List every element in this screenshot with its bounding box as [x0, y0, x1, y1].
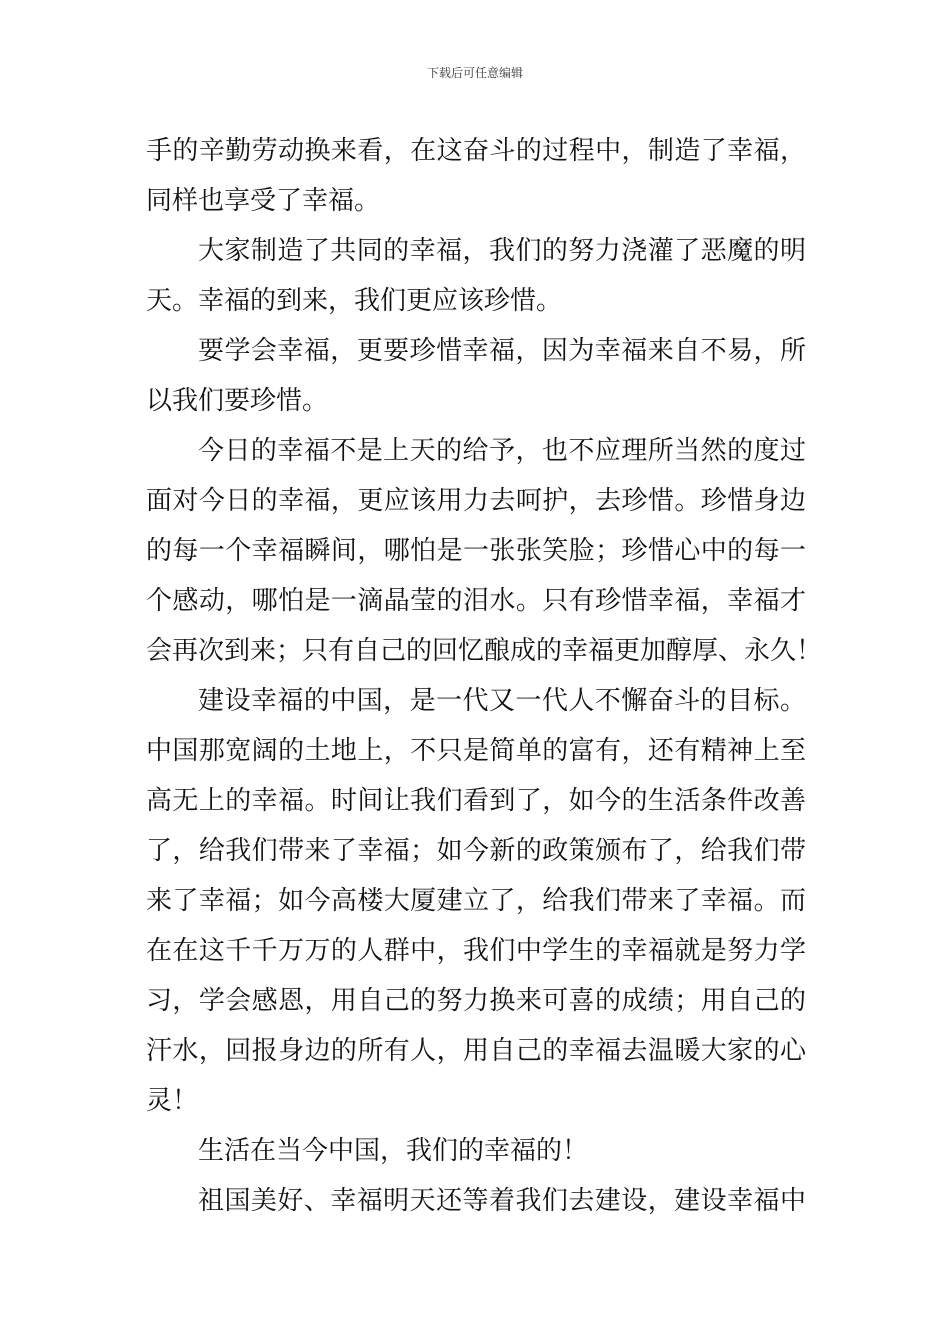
text-line: 汗水，回报身边的所有人，用自己的幸福去温暖大家的心 [146, 1036, 806, 1066]
document-body [146, 126, 823, 1226]
text-line: 大家制造了共同的幸福，我们的努力浇灌了恶魔的明 [198, 236, 806, 266]
text-line: 生活在当今中国，我们的幸福的！ [198, 1136, 589, 1166]
text-line: 了，给我们带来了幸福；如今新的政策颁布了，给我们带 [146, 836, 806, 866]
text-line: 祖国美好、幸福明天还等着我们去建设，建设幸福中 [198, 1186, 806, 1216]
text-line: 今日的幸福不是上天的给予，也不应理所当然的度过 [198, 436, 806, 466]
text-line: 天。幸福的到来，我们更应该珍惜。 [146, 286, 563, 316]
text-line: 中国那宽阔的土地上，不只是简单的富有，还有精神上至 [146, 736, 806, 766]
text-line: 建设幸福的中国，是一代又一代人不懈奋斗的目标。 [198, 686, 806, 716]
text-line: 的每一个幸福瞬间，哪怕是一张张笑脸；珍惜心中的每一 [146, 536, 806, 566]
text-line: 习，学会感恩，用自己的努力换来可喜的成绩；用自己的 [146, 986, 806, 1016]
page-header: 下载后可任意编辑 [426, 66, 523, 80]
text-line: 灵！ [146, 1086, 199, 1116]
text-line: 来了幸福；如今高楼大厦建立了，给我们带来了幸福。而 [146, 886, 806, 916]
text-line: 同样也享受了幸福。 [146, 186, 381, 216]
text-line: 面对今日的幸福，更应该用力去呵护，去珍惜。珍惜身边 [146, 486, 806, 516]
text-line: 以我们要珍惜。 [146, 386, 329, 416]
text-line: 手的辛勤劳动换来看，在这奋斗的过程中，制造了幸福， [146, 136, 806, 166]
text-line: 要学会幸福，更要珍惜幸福，因为幸福来自不易，所 [198, 336, 806, 366]
text-line: 在在这千千万万的人群中，我们中学生的幸福就是努力学 [146, 936, 806, 966]
text-line: 会再次到来；只有自己的回忆酿成的幸福更加醇厚、永久！ [146, 636, 823, 666]
text-line: 个感动，哪怕是一滴晶莹的泪水。只有珍惜幸福，幸福才 [146, 586, 806, 616]
text-line: 高无上的幸福。时间让我们看到了，如今的生活条件改善 [146, 786, 806, 816]
